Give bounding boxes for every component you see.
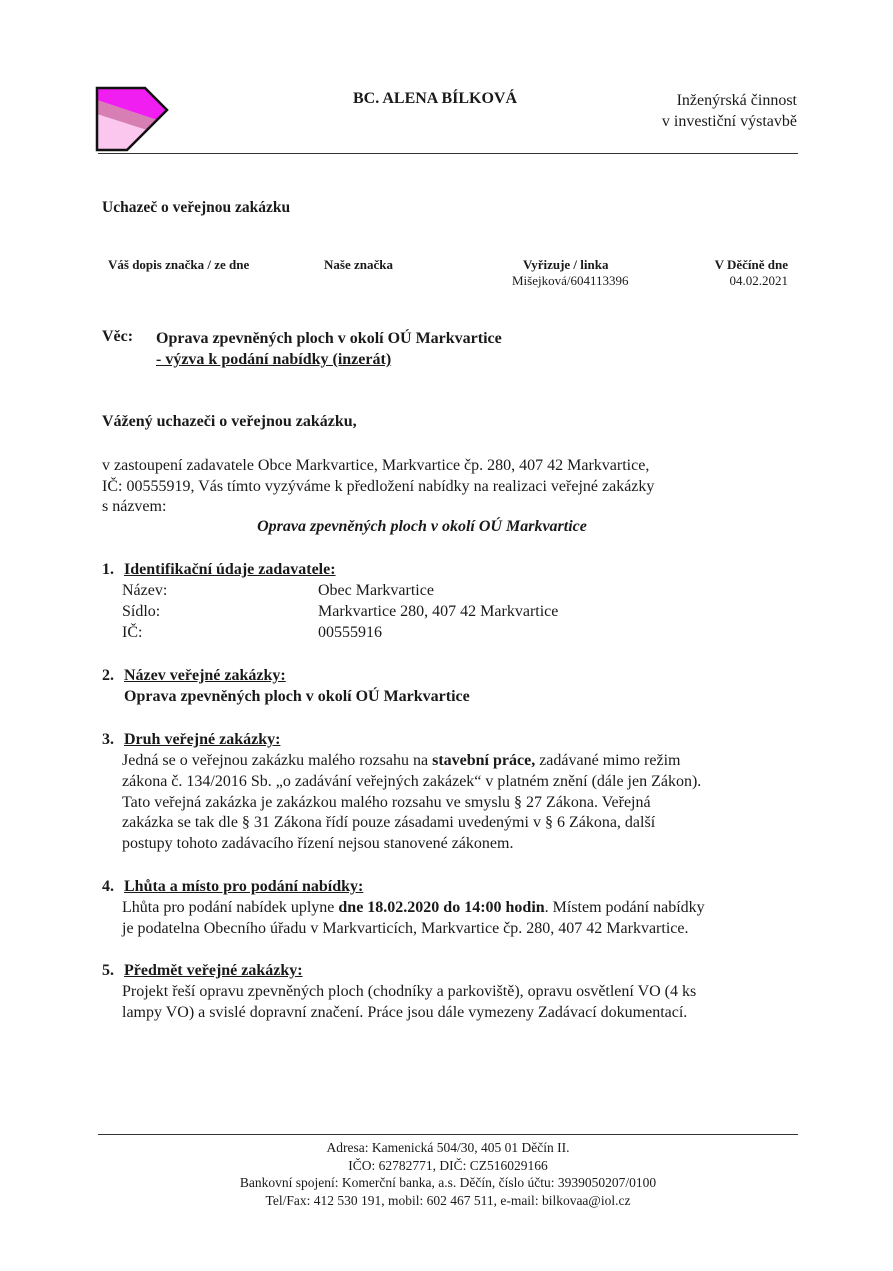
row-value: Obec Markvartice bbox=[318, 582, 434, 599]
intro-paragraph bbox=[102, 456, 762, 518]
section-number: 4. bbox=[102, 878, 114, 895]
company-activity bbox=[662, 90, 797, 132]
intro-line: s názvem: bbox=[102, 498, 167, 515]
row-label: Název: bbox=[122, 582, 168, 599]
intro-line: IČ: 00555919, Vás tímto vyzýváme k předložení nabídky na realizaci veřejné zakázky bbox=[102, 477, 655, 495]
your-letter-label: Váš dopis značka / ze dne bbox=[108, 257, 250, 272]
footer-contact: Tel/Fax: 412 530 191, mobil: 602 467 511, e-mail: bilkovaa@iol.cz bbox=[265, 1192, 631, 1208]
row-value: 00555916 bbox=[318, 624, 382, 641]
our-ref-label: Naše značka bbox=[324, 257, 393, 272]
footer-address: Adresa: Kamenická 504/30, 405 01 Děčín II. bbox=[326, 1140, 570, 1155]
text-run: . Místem podání nabídky bbox=[544, 899, 705, 916]
handled-by-value: Mišejková/604113396 bbox=[512, 273, 629, 288]
greeting: Vážený uchazeči o veřejnou zakázku, bbox=[102, 413, 357, 430]
subject-label: Věc: bbox=[102, 328, 134, 345]
section-line: zákona č. 134/2016 Sb. „o zadávání veřejných zakázek“ v platném znění (dále jen Zákon). bbox=[122, 772, 702, 790]
text-run: zadávané mimo režim bbox=[535, 752, 681, 769]
section-text bbox=[122, 751, 812, 855]
section-number: 5. bbox=[102, 962, 114, 979]
recipient: Uchazeč o veřejnou zakázku bbox=[102, 199, 291, 216]
intro-line: v zastoupení zadavatele Obce Markvartice, Markvartice čp. 280, 407 42 Markvartice, bbox=[102, 457, 650, 474]
subject-line: Oprava zpevněných ploch v okolí OÚ Markvartice bbox=[156, 330, 502, 347]
text-run: Jedná se o veřejnou zakázku malého rozsahu na bbox=[122, 752, 433, 769]
header-divider bbox=[98, 153, 798, 154]
section-text: Oprava zpevněných ploch v okolí OÚ Markvartice bbox=[124, 688, 470, 705]
date-value: 04.02.2021 bbox=[729, 273, 788, 288]
section-line bbox=[122, 751, 812, 772]
section-number: 3. bbox=[102, 731, 114, 748]
section-text bbox=[122, 982, 812, 1024]
section-title: Identifikační údaje zadavatele: bbox=[124, 561, 336, 578]
footer-divider bbox=[98, 1134, 798, 1135]
project-title: Oprava zpevněných ploch v okolí OÚ Markvartice bbox=[257, 518, 587, 535]
section-line: Tato veřejná zakázka je zakázkou malého rozsahu ve smyslu § 27 Zákona. Veřejná bbox=[122, 793, 651, 811]
section-line: lampy VO) a svislé dopravní značení. Práce jsou dále vymezeny Zadávací dokumentací. bbox=[122, 1003, 688, 1021]
section-line bbox=[122, 898, 812, 919]
footer-bank: Bankovní spojení: Komerční banka, a.s. Děčín, číslo účtu: 3939050207/0100 bbox=[239, 1175, 657, 1190]
section-title: Druh veřejné zakázky: bbox=[124, 731, 281, 748]
company-name: BC. ALENA BÍLKOVÁ bbox=[353, 90, 518, 107]
section-number: 2. bbox=[102, 667, 114, 684]
section-line: postupy tohoto zadávacího řízení nejsou stanovené zákonem. bbox=[122, 835, 514, 853]
text-run-bold: stavební práce, bbox=[432, 752, 536, 769]
section-line: Projekt řeší opravu zpevněných ploch (chodníky a parkoviště), opravu osvětlení VO (4 ks bbox=[122, 983, 697, 1000]
section-title: Lhůta a místo pro podání nabídky: bbox=[124, 878, 364, 895]
row-label: Sídlo: bbox=[122, 603, 161, 620]
place-date-label: V Děčíně dne bbox=[714, 257, 788, 272]
row-label: IČ: bbox=[122, 624, 143, 641]
section-number: 1. bbox=[102, 561, 114, 578]
text-run: Lhůta pro podání nabídek uplyne bbox=[122, 899, 339, 916]
section-line: zakázka se tak dle § 31 Zákona řídí pouze zásadami uvedenými v § 6 Zákona, další bbox=[122, 814, 656, 832]
section-text bbox=[122, 898, 812, 940]
section-line: je podatelna Obecního úřadu v Markvarticích, Markvartice čp. 280, 407 42 Markvartice. bbox=[122, 919, 689, 937]
text-run-bold: dne 18.02.2020 do 14:00 hodin bbox=[338, 899, 545, 916]
footer bbox=[98, 1139, 798, 1209]
company-logo-icon bbox=[95, 86, 169, 152]
subject-line: - výzva k podání nabídky (inzerát) bbox=[156, 351, 392, 368]
footer-ids: IČO: 62782771, DIČ: CZ516029166 bbox=[348, 1157, 548, 1173]
activity-line: Inženýrská činnost bbox=[676, 92, 797, 109]
handled-by-label: Vyřizuje / linka bbox=[523, 257, 609, 272]
activity-line: v investiční výstavbě bbox=[661, 113, 797, 130]
row-value: Markvartice 280, 407 42 Markvartice bbox=[318, 603, 559, 620]
subject bbox=[156, 328, 502, 370]
section-title: Název veřejné zakázky: bbox=[124, 667, 286, 684]
section-title: Předmět veřejné zakázky: bbox=[124, 962, 303, 979]
